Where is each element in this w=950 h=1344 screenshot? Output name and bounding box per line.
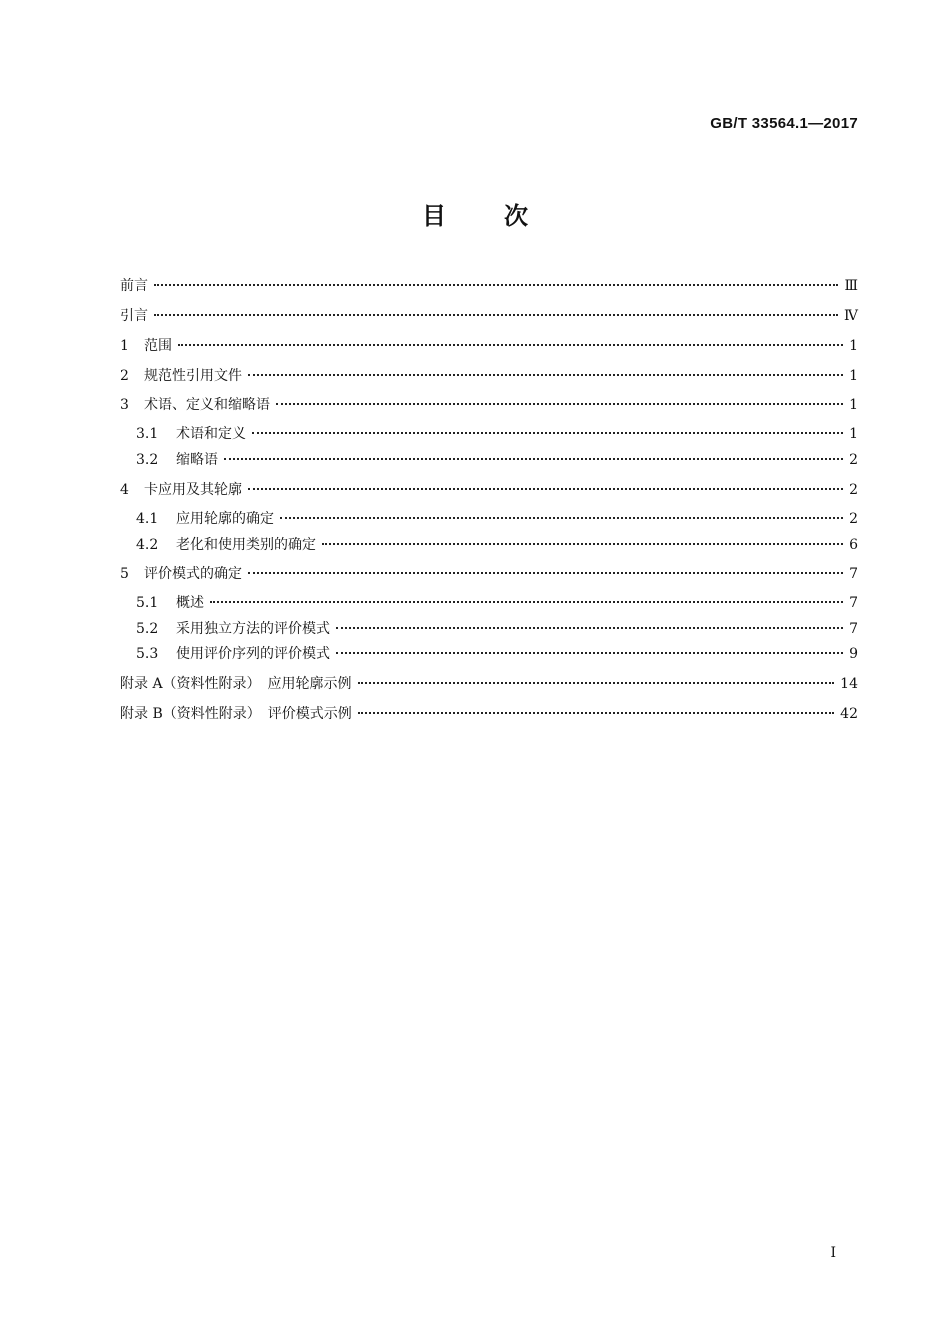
toc-entry-label: 采用独立方法的评价模式 xyxy=(176,621,330,637)
dot-leader xyxy=(224,458,843,460)
toc-entry-label: 老化和使用类别的确定 xyxy=(176,537,316,553)
toc-entry-number: 3 xyxy=(120,397,129,413)
toc-entry-number: 5.2 xyxy=(136,621,159,637)
toc-entry-label: 术语和定义 xyxy=(176,426,246,442)
toc-entry-label: 前言 xyxy=(120,278,148,294)
dot-leader xyxy=(248,572,843,574)
dot-leader xyxy=(210,601,843,603)
dot-leader xyxy=(280,517,843,519)
toc-entry-page: 42 xyxy=(840,706,858,722)
toc-entry-page: 1 xyxy=(849,338,858,354)
toc-entry-page: 1 xyxy=(849,426,858,442)
toc-entry-label: 使用评价序列的评价模式 xyxy=(176,646,330,662)
toc-entry-label: 引言 xyxy=(120,308,148,324)
toc-entry-preface[interactable] xyxy=(120,276,858,296)
toc-entry-3[interactable] xyxy=(120,395,858,415)
toc-entry-page: 1 xyxy=(849,397,858,413)
toc-entry-annex-b[interactable] xyxy=(120,704,858,724)
toc-entry-label: 卡应用及其轮廓 xyxy=(144,482,242,498)
toc-entry-label: 附录 B（资料性附录） 评价模式示例 xyxy=(120,706,352,722)
dot-leader xyxy=(252,432,843,434)
toc-entry-4-1[interactable] xyxy=(136,509,858,529)
toc-title xyxy=(0,196,950,231)
toc-entry-number: 3.2 xyxy=(136,452,159,468)
toc-entry-label: 术语、定义和缩略语 xyxy=(144,397,270,413)
toc-entry-introduction[interactable] xyxy=(120,306,858,326)
toc-entry-page: 7 xyxy=(849,566,858,582)
toc-entry-4-2[interactable] xyxy=(136,535,858,555)
toc-title-char: 目 xyxy=(422,202,446,230)
toc-entry-label: 缩略语 xyxy=(176,452,218,468)
toc-entry-page: 9 xyxy=(849,646,858,662)
dot-leader xyxy=(178,344,843,346)
page-number: I xyxy=(830,1245,836,1261)
toc-entry-label: 应用轮廓的确定 xyxy=(176,511,274,527)
toc-entry-number: 4.2 xyxy=(136,537,159,553)
dot-leader xyxy=(154,314,838,316)
dot-leader xyxy=(358,682,835,684)
toc-entry-4[interactable] xyxy=(120,480,858,500)
toc-entry-annex-a[interactable] xyxy=(120,674,858,694)
toc-entry-5[interactable] xyxy=(120,564,858,584)
toc-entry-page: Ⅲ xyxy=(844,278,858,294)
toc-entry-page: 14 xyxy=(840,676,858,692)
toc-entry-number: 5.1 xyxy=(136,595,159,611)
toc-entry-5-3[interactable] xyxy=(136,644,858,664)
standard-number: GB/T 33564.1—2017 xyxy=(710,115,858,132)
toc-entry-page: 2 xyxy=(849,511,858,527)
dot-leader xyxy=(322,543,843,545)
toc-entry-5-2[interactable] xyxy=(136,619,858,639)
toc-entry-1[interactable] xyxy=(120,336,858,356)
dot-leader xyxy=(336,652,843,654)
dot-leader xyxy=(276,403,843,405)
toc-entry-number: 4 xyxy=(120,482,129,498)
toc-entry-number: 3.1 xyxy=(136,426,159,442)
toc-entry-page: 7 xyxy=(849,621,858,637)
toc-entry-page: 1 xyxy=(849,368,858,384)
toc-entry-3-1[interactable] xyxy=(136,424,858,444)
toc-entry-number: 2 xyxy=(120,368,129,384)
toc-entry-page: 7 xyxy=(849,595,858,611)
toc-entry-page: 2 xyxy=(849,452,858,468)
toc-entry-2[interactable] xyxy=(120,366,858,386)
toc-entry-page: Ⅳ xyxy=(844,308,858,324)
toc-entry-number: 1 xyxy=(120,338,129,354)
toc-title-char: 次 xyxy=(504,202,528,230)
toc-entry-5-1[interactable] xyxy=(136,593,858,613)
dot-leader xyxy=(358,712,834,714)
toc-entry-page: 2 xyxy=(849,482,858,498)
toc-entry-number: 5 xyxy=(120,566,129,582)
dot-leader xyxy=(154,284,838,286)
toc-entry-number: 4.1 xyxy=(136,511,159,527)
dot-leader xyxy=(248,488,843,490)
toc-entry-number: 5.3 xyxy=(136,646,159,662)
toc-entry-page: 6 xyxy=(849,537,858,553)
toc-entry-label: 附录 A（资料性附录） 应用轮廓示例 xyxy=(120,676,352,692)
toc-entry-label: 评价模式的确定 xyxy=(144,566,242,582)
toc-entry-label: 概述 xyxy=(176,595,204,611)
toc-entry-label: 规范性引用文件 xyxy=(144,368,242,384)
toc-entry-3-2[interactable] xyxy=(136,450,858,470)
toc-entry-label: 范围 xyxy=(144,338,172,354)
dot-leader xyxy=(248,374,843,376)
dot-leader xyxy=(336,627,843,629)
